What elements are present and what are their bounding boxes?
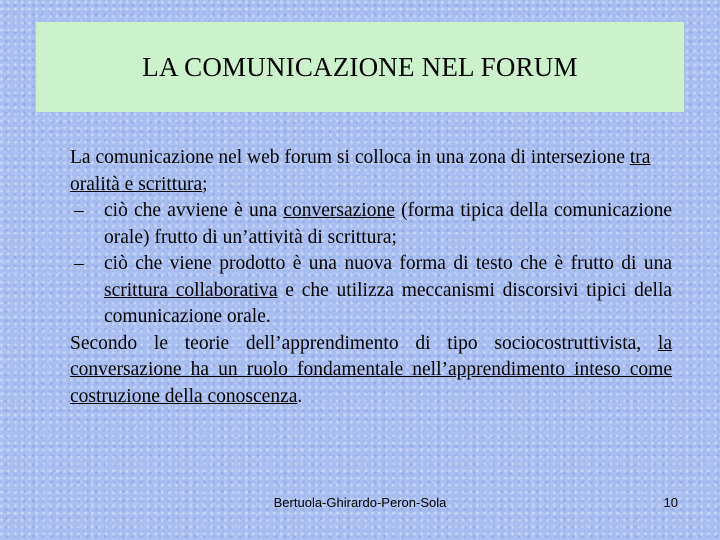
theory-text: Secondo le teorie dell’apprendimento di tipo sociocostruttivista, xyxy=(70,332,658,354)
intro-text: La comunicazione nel web forum si colloca in una zona di intersezione xyxy=(70,147,630,168)
dash-bullet: – xyxy=(74,200,84,221)
footer-authors: Bertuola-Ghirardo-Peron-Sola xyxy=(273,495,447,510)
bullet2-underlined-2: collaborativa xyxy=(175,279,278,301)
bullet1-text: ciò che avviene è una xyxy=(104,200,284,221)
bullet2-text-end: e che utilizza meccanismi discorsivi tipici della comunicazione orale. xyxy=(104,279,673,327)
bullet2-underlined-1: scrittura xyxy=(104,279,168,301)
bullet2-underlined-space xyxy=(168,280,176,301)
title-box xyxy=(36,22,684,112)
slide-body xyxy=(70,145,672,410)
page-number: 10 xyxy=(663,495,678,510)
bullet1-text-end: (forma tipica della comunicazione orale) frutto di un’attività di scrittura; xyxy=(104,200,673,248)
slide-title: LA COMUNICAZIONE NEL FORUM xyxy=(142,51,578,82)
bullet1-underlined: conversazione xyxy=(283,200,395,221)
bullet-conversation xyxy=(70,198,672,251)
paragraph-intro xyxy=(70,145,672,198)
intro-underlined: tra oralità e scrittura xyxy=(70,147,651,195)
dash-bullet: – xyxy=(74,253,84,274)
paragraph-theory xyxy=(70,331,672,411)
theory-end: . xyxy=(297,385,303,407)
intro-end: ; xyxy=(202,173,208,195)
bullet-new-text xyxy=(70,251,672,331)
bullet2-text: ciò che viene prodotto è una nuova forma di testo che è frutto di una xyxy=(104,253,672,274)
theory-underlined: la conversazione ha un ruolo fondamentale nell’apprendimento inteso come costruzione della conoscenza xyxy=(70,332,672,407)
